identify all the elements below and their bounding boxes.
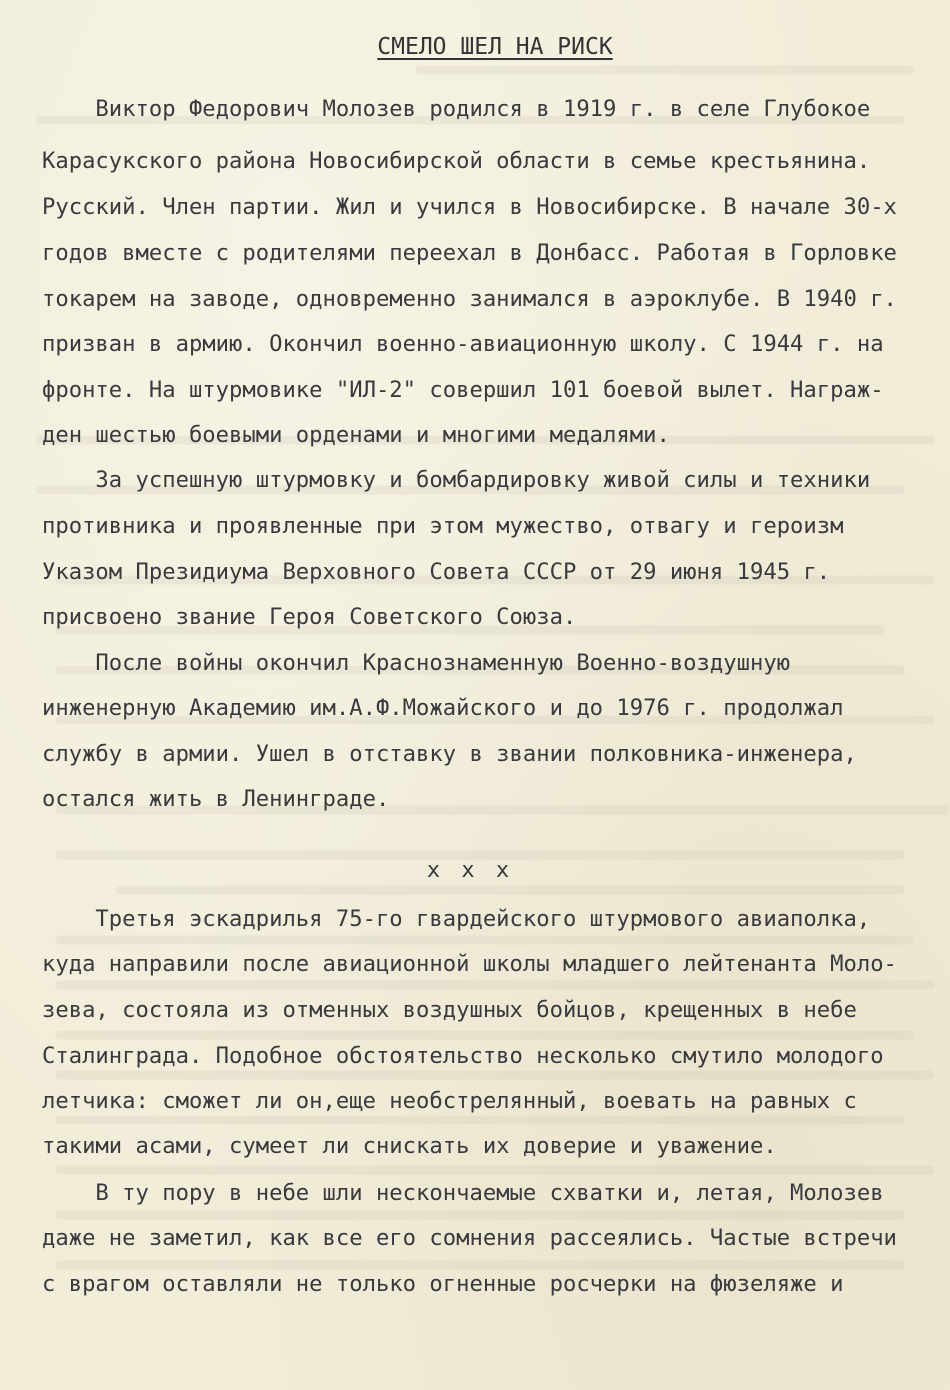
text-line: Карасукского района Новосибирской области в семье крестьянина. [42, 148, 871, 174]
text-line: В ту пору в небе шли нескончаемые схватки и, летая, Молозев [42, 1180, 884, 1206]
text-line: такими асами, сумеет ли снискать их доверие и уважение. [42, 1133, 777, 1159]
text-line: После войны окончил Краснознаменную Военно-воздушную [42, 650, 791, 676]
text-line: остался жить в Ленинграде. [42, 786, 390, 812]
text-line: службу в армии. Ушел в отставку в звании полковника-инженера, [42, 741, 857, 767]
text-line: куда направили после авиационной школы младшего лейтенанта Моло- [42, 951, 897, 977]
text-line: призван в армию. Окончил военно-авиационную школу. С 1944 г. на [42, 331, 884, 357]
text-line: Сталинграда. Подобное обстоятельство несколько смутило молодого [42, 1043, 884, 1069]
text-line: летчика: сможет ли он,еще необстрелянный, воевать на равных с [42, 1088, 857, 1114]
text-line: инженерную Академию им.А.Ф.Можайского и до 1976 г. продолжал [42, 695, 844, 721]
text-line: ден шестью боевыми орденами и многими медалями. [42, 422, 670, 448]
text-line: присвоено звание Героя Советского Союза. [42, 604, 577, 630]
text-line: зева, состояла из отменных воздушных бойцов, крещенных в небе [42, 997, 857, 1023]
text-line: Третья эскадрилья 75-го гвардейского штурмового авиаполка, [42, 906, 871, 932]
text-line: Русский. Член партии. Жил и учился в Новосибирске. В начале 30-х [42, 194, 897, 220]
text-line: противника и проявленные при этом мужество, отвагу и героизм [42, 513, 844, 539]
page-title: СМЕЛО ШЕЛ НА РИСК [377, 34, 613, 60]
text-line: годов вместе с родителями переехал в Донбасс. Работая в Горловке [42, 240, 897, 266]
text-line: даже не заметил, как все его сомнения рассеялись. Частые встречи [42, 1225, 897, 1251]
text-line: Указом Президиума Верховного Совета СССР от 29 июня 1945 г. [42, 559, 831, 585]
section-separator: x x x [426, 858, 514, 883]
text-line: За успешную штурмовку и бомбардировку живой силы и техники [42, 467, 871, 493]
text-line: фронте. На штурмовике "ИЛ-2" совершил 101 боевой вылет. Награж- [42, 377, 884, 403]
text-line: с врагом оставляли не только огненные росчерки на фюзеляже и [42, 1271, 844, 1297]
text-line: токарем на заводе, одновременно занимался в аэроклубе. В 1940 г. [42, 286, 897, 312]
text-line: Виктор Федорович Молозев родился в 1919 г. в селе Глубокое [42, 96, 871, 122]
